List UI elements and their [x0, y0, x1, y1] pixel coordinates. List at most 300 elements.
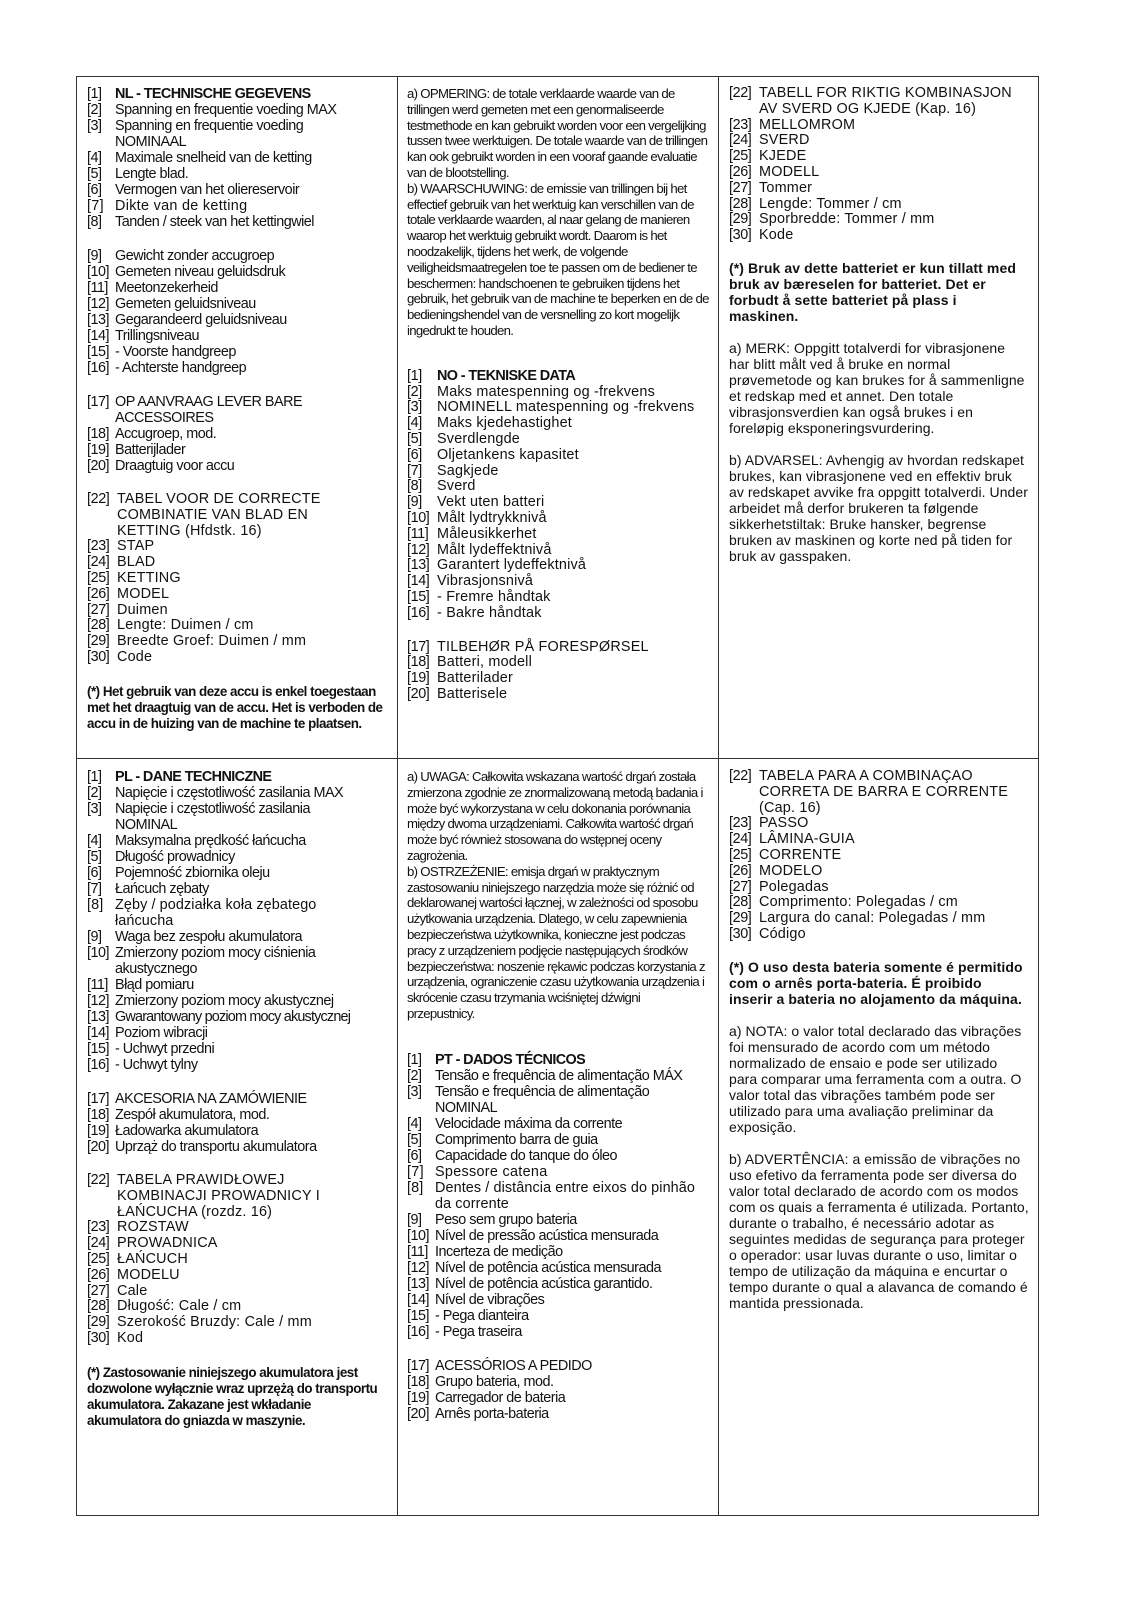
no-continued-section: [729, 86, 1029, 746]
list-item: [87, 426, 387, 442]
no-battery-note: (*) Bruk av dette batteriet er kun tillatt med bruk av bæreselen for batteriet. Det er forbudt å sette batteriet på plass i maskinen.: [729, 259, 1016, 324]
item-label: Lengte blad.: [115, 166, 189, 182]
list-item: [87, 1299, 387, 1315]
item-label: Capacidade do tanque do óleo: [435, 1147, 618, 1164]
item-label: Maks kjedehastighet: [437, 415, 572, 432]
list-item: [729, 895, 1029, 911]
item-number: [28]: [729, 195, 752, 212]
list-item: [729, 848, 1029, 864]
list-item: [87, 1284, 387, 1300]
item-label: Łańcuch zębaty: [115, 881, 209, 897]
list-item: [407, 1324, 709, 1340]
list-item: [407, 1244, 709, 1260]
item-label: Batterisele: [437, 685, 508, 702]
item-label: TABELA PARA A COMBINAÇÃO CORRETA DE BARRA E CORRENTE (Cap. 16): [759, 769, 1009, 816]
item-label: Trillingsniveau: [115, 328, 199, 344]
item-number: [24]: [87, 1235, 110, 1252]
list-item: [407, 511, 709, 527]
list-item: [87, 492, 387, 539]
list-item: [407, 1406, 709, 1422]
item-number: [10]: [407, 1227, 430, 1244]
list-item: [407, 1276, 709, 1292]
item-number: [17]: [87, 394, 110, 410]
item-label: TILBEHØR PÅ FORESPØRSEL: [437, 638, 649, 655]
item-number: [14]: [407, 573, 430, 590]
list-item: [407, 1148, 709, 1164]
item-label: ACESSÓRIOS A PEDIDO: [435, 1357, 592, 1374]
list-item: [407, 1180, 709, 1212]
item-number: [10]: [407, 509, 430, 526]
list-item: [407, 1358, 709, 1374]
item-number: [14]: [407, 1291, 430, 1308]
no-vibration-note-b: b) ADVARSEL: Avhengig av hvordan redskapet brukes, kan vibrasjonene ved en effektiv bruk av redskapet avvike fra oppgitt totalverdi. Under arbeidet må derfor brukeren ta følgende sikkerhetstiltak: Bruke hansker, begrense bruken av maskinen og korte ned på tiden for bruk av gasspaken.: [729, 451, 1028, 564]
list-item: [407, 432, 709, 448]
item-label: KJEDE: [759, 148, 807, 165]
item-label: TABEL VOOR DE CORRECTE COMBINATIE VAN BLAD EN KETTING (Hfdstk. 16): [117, 491, 321, 539]
list-item: [87, 603, 387, 619]
item-label: - Uchwyt przedni: [115, 1041, 215, 1057]
item-number: [27]: [729, 179, 752, 196]
item-number: [11]: [407, 525, 429, 542]
list-item: [729, 133, 1029, 149]
item-number: [29]: [87, 1314, 110, 1331]
list-item: [407, 590, 709, 606]
pt-vibration-note-b: b) ADVERTÊNCIA: a emissão de vibrações no uso efetivo da ferramenta pode ser diversa do valor total declarado de acordo com os modos com os quais a ferramenta é utilizada. Portanto, durante o trabalho, é necessário adotar as seguintes medidas de segurança para proteger o operador: usar luvas durante o uso, limitar o tempo de utilização da máquina e encurtar o tempo durante o qual a alavanca de comando é mantida pressionada.: [729, 1150, 1029, 1311]
item-label: Spanning en frequentie voeding NOMINAAL: [115, 118, 304, 150]
nl-combination-list: [87, 492, 387, 666]
list-item: [87, 1139, 387, 1155]
pl-vibration-and-pt-section: [407, 769, 709, 1509]
list-item: [407, 1228, 709, 1244]
item-number: [25]: [87, 1250, 110, 1267]
list-item: [87, 587, 387, 603]
item-number: [4]: [407, 1115, 422, 1132]
list-item: [407, 655, 709, 671]
list-item: [87, 248, 387, 264]
item-number: [20]: [407, 1405, 430, 1422]
list-item: [407, 1068, 709, 1084]
list-item: [87, 618, 387, 634]
item-label: - Bakre håndtak: [437, 604, 542, 621]
list-item: [729, 149, 1029, 165]
item-number: [18]: [407, 654, 430, 671]
item-label: Grupo bateria, mod.: [435, 1373, 554, 1390]
item-label: PL - DANE TECHNICZNE: [115, 769, 272, 785]
item-number: [22]: [87, 1172, 110, 1188]
item-number: [30]: [87, 1329, 110, 1346]
item-number: [2]: [407, 383, 422, 400]
list-item: [407, 1374, 709, 1390]
item-number: [22]: [87, 491, 110, 507]
list-item: [87, 897, 387, 929]
item-number: [20]: [87, 458, 110, 474]
list-item: [87, 881, 387, 897]
list-item: [87, 102, 387, 118]
list-item: [729, 769, 1029, 816]
item-number: [15]: [87, 1041, 110, 1057]
item-label: Meetonzekerheid: [115, 280, 218, 296]
item-number: [8]: [87, 214, 102, 230]
list-item: [407, 369, 709, 385]
item-number: [7]: [87, 881, 102, 897]
item-number: [15]: [407, 1307, 430, 1324]
item-label: Carregador de bateria: [435, 1389, 566, 1406]
item-label: Szerokość Bruzdy: Cale / mm: [117, 1314, 312, 1331]
item-number: [10]: [87, 945, 110, 961]
list-item: [87, 801, 387, 833]
list-item: [87, 214, 387, 230]
item-number: [7]: [407, 1163, 424, 1180]
item-label: Napięcie i częstotliwość zasilania NOMINAL: [115, 801, 310, 833]
item-label: Sverd: [437, 478, 476, 495]
item-label: Ładowarka akumulatora: [115, 1123, 259, 1139]
item-label: Polegadas: [759, 878, 829, 895]
no-vibration-note-a: a) MERK: Oppgitt totalverdi for vibrasjonene har blitt målt ved å bruke en normal prøvemetode og kan brukes for å sammenligne et redskap med et annet. Den totale vibrasjonsverdien kan også brukes i en foreløpig eksponeringsvurdering.: [729, 339, 1025, 436]
item-number: [3]: [407, 399, 422, 416]
item-number: [15]: [87, 344, 110, 360]
item-label: Poziom wibracji: [115, 1025, 208, 1041]
item-label: Maks matespenning og -frekvens: [437, 383, 655, 400]
item-number: [5]: [87, 166, 102, 182]
list-item: [729, 880, 1029, 896]
item-number: [14]: [87, 328, 110, 344]
item-label: MODELO: [759, 862, 823, 879]
item-label: Comprimento barra de guia: [435, 1131, 598, 1148]
item-number: [16]: [87, 360, 110, 376]
item-label: Målt lydtrykknivå: [437, 509, 547, 526]
nl-tech-list: [87, 86, 387, 474]
list-item: [87, 1173, 387, 1220]
item-number: [5]: [407, 430, 422, 447]
list-item: [87, 945, 387, 977]
item-label: Długość prowadnicy: [115, 849, 235, 865]
list-item: [407, 464, 709, 480]
list-item: [87, 166, 387, 182]
item-number: [5]: [87, 849, 102, 865]
item-number: [23]: [729, 815, 752, 832]
item-label: Dentes / distância entre eixos do pinhão da corrente: [435, 1179, 695, 1212]
list-item: [87, 280, 387, 296]
list-item: [407, 671, 709, 687]
list-item: [87, 1220, 387, 1236]
item-label: - Voorste handgreep: [115, 344, 236, 360]
item-label: NOMINELL matespenning og -frekvens: [437, 399, 695, 416]
list-item: [87, 312, 387, 328]
list-item: [87, 442, 387, 458]
item-number: [15]: [407, 588, 430, 605]
list-item: [87, 1236, 387, 1252]
item-number: [17]: [87, 1091, 110, 1107]
item-label: Tensão e frequência de alimentação MÁX: [435, 1067, 683, 1084]
item-label: Tanden / steek van het kettingwiel: [115, 214, 314, 230]
list-item: [729, 181, 1029, 197]
item-number: [25]: [87, 569, 110, 586]
item-number: [8]: [407, 478, 422, 495]
list-item: [407, 1084, 709, 1116]
item-number: [1]: [407, 367, 422, 384]
list-item: [407, 1292, 709, 1308]
list-item: [87, 1057, 387, 1073]
list-item: [87, 360, 387, 376]
item-label: STAP: [117, 538, 155, 555]
item-label: Batterilader: [437, 670, 513, 687]
list-item: [407, 400, 709, 416]
list-item: [87, 264, 387, 280]
item-number: [26]: [729, 862, 752, 879]
list-item: [729, 816, 1029, 832]
item-label: TABELL FOR RIKTIG KOMBINASJON AV SVERD OG KJEDE (Kap. 16): [759, 86, 1012, 117]
item-number: [3]: [87, 118, 102, 134]
item-label: Maximale snelheid van de ketting: [115, 150, 312, 166]
nl-battery-note: (*) Het gebruik van deze accu is enkel toegestaan met het draagtuig van de accu. Het is verboden de accu in de huizing van de machine te plaatsen.: [87, 683, 383, 731]
pt-vibration-note-a: a) NOTA: o valor total declarado das vibrações foi mensurado de acordo com um método normalizado de ensaio e pode ser utilizado para comparar uma ferramenta com a outra. O valor total das vibrações também pode ser utilizado para uma avaliação preliminar da exposição.: [729, 1022, 1022, 1135]
list-item: [87, 634, 387, 650]
item-number: [27]: [87, 1282, 110, 1299]
list-item: [407, 687, 709, 703]
item-label: Sagkjede: [437, 462, 499, 479]
item-label: - Uchwyt tylny: [115, 1057, 198, 1073]
item-number: [1]: [87, 769, 102, 785]
item-label: CORRENTE: [759, 846, 842, 863]
item-number: [7]: [407, 462, 422, 479]
item-number: [19]: [87, 1123, 110, 1139]
item-number: [28]: [87, 1298, 110, 1315]
list-item: [87, 833, 387, 849]
item-number: [22]: [729, 86, 752, 101]
item-number: [7]: [87, 198, 104, 214]
item-number: [28]: [729, 894, 752, 911]
item-label: MODELL: [759, 163, 820, 180]
list-item: [87, 182, 387, 198]
list-item: [87, 1252, 387, 1268]
item-label: Vekt uten batteri: [437, 494, 545, 511]
list-item: [729, 86, 1029, 118]
item-label: Gewicht zonder accugroep: [115, 248, 275, 264]
item-number: [1]: [87, 86, 102, 102]
list-item: [729, 228, 1029, 244]
pt-continued-section: [729, 769, 1029, 1509]
item-number: [1]: [407, 1051, 422, 1068]
item-number: [11]: [87, 280, 108, 296]
list-item: [87, 769, 387, 785]
item-label: Accugroep, mod.: [115, 426, 217, 442]
nl-vibration-note-a: a) OPMERING: de totale verklaarde waarde van de trillingen werd gemeten met een genormaliseerde testmethode en kan gebruikt worden voor een vergelijking tussen twee werktuigen. De totale waarde van de trillingen kan ook gebruikt worden in een vooraf gaande evaluatie van de blootstelling.: [407, 86, 708, 180]
item-label: NL - TECHNISCHE GEGEVENS: [115, 86, 311, 102]
item-label: Pojemność zbiornika oleju: [115, 865, 270, 881]
item-number: [2]: [407, 1067, 422, 1084]
item-label: Spanning en frequentie voeding MAX: [115, 102, 337, 118]
item-label: MODEL: [117, 585, 170, 602]
item-number: [28]: [87, 617, 110, 634]
item-label: Målt lydeffektnivå: [437, 541, 552, 558]
item-number: [8]: [87, 897, 104, 913]
list-item: [729, 832, 1029, 848]
item-label: AKCESORIA NA ZAMÓWIENIE: [115, 1091, 307, 1107]
column-divider: [718, 77, 719, 1515]
list-item: [87, 150, 387, 166]
item-number: [5]: [407, 1131, 422, 1148]
list-item: [87, 118, 387, 150]
item-label: ROZSTAW: [117, 1219, 189, 1236]
item-label: - Pega traseira: [435, 1323, 522, 1340]
list-item: [87, 1107, 387, 1123]
list-item: [407, 1212, 709, 1228]
item-number: [4]: [407, 415, 422, 432]
item-number: [3]: [407, 1083, 422, 1100]
list-item: [407, 495, 709, 511]
list-item: [87, 458, 387, 474]
pl-tech-list: [87, 769, 387, 1155]
item-label: Nível de potência acústica garantido.: [435, 1275, 653, 1292]
item-number: [22]: [729, 769, 752, 784]
item-label: Sverdlengde: [437, 430, 521, 447]
item-label: Nível de pressão acústica mensurada: [435, 1227, 659, 1244]
item-number: [13]: [87, 312, 110, 328]
item-label: Largura do canal: Polegadas / mm: [759, 910, 986, 927]
list-item: [87, 977, 387, 993]
list-item: [407, 543, 709, 559]
item-label: Gegarandeerd geluidsniveau: [115, 312, 287, 328]
list-item: [87, 86, 387, 102]
item-number: [10]: [87, 264, 110, 280]
list-item: [407, 574, 709, 590]
pt-tech-list: [407, 1052, 709, 1422]
item-label: TABELA PRAWIDŁOWEJ KOMBINACJI PROWADNICY I ŁAŃCUCHA (rozdz. 16): [117, 1172, 320, 1220]
list-item: [407, 1052, 709, 1068]
item-number: [12]: [407, 1259, 430, 1276]
item-label: PASSO: [759, 815, 809, 832]
item-label: Comprimento: Polegadas / cm: [759, 894, 958, 911]
list-item: [729, 165, 1029, 181]
item-number: [23]: [87, 538, 110, 555]
list-item: [87, 650, 387, 666]
pl-vibration-note-a: a) UWAGA: Całkowita wskazana wartość drgań została zmierzona zgodnie ze znormalizowaną metodą badania i może być wykorzystana w celu dokonania porównania między dwoma urządzeniami. Całkowita wartość drgań może być również stosowana do wstępnej oceny zagrożenia.: [407, 769, 703, 863]
list-item: [87, 785, 387, 801]
item-number: [18]: [87, 1107, 110, 1123]
item-number: [12]: [87, 993, 110, 1009]
item-label: Maksymalna prędkość łańcucha: [115, 833, 306, 849]
item-label: KETTING: [117, 569, 181, 586]
item-number: [14]: [87, 1025, 110, 1041]
item-label: Gwarantowany poziom mocy akustycznej: [115, 1009, 351, 1025]
no-combination-list: [729, 86, 1029, 244]
row-divider: [77, 758, 1038, 759]
item-label: Oljetankens kapasitet: [437, 446, 579, 463]
item-label: SVERD: [759, 132, 810, 149]
list-item: [87, 849, 387, 865]
item-label: - Achterste handgreep: [115, 360, 247, 376]
item-number: [11]: [407, 1243, 428, 1260]
list-item: [87, 571, 387, 587]
item-number: [13]: [407, 1275, 430, 1292]
item-number: [9]: [407, 494, 422, 511]
item-label: Batterijlader: [115, 442, 186, 458]
pl-battery-note: (*) Zastosowanie niniejszego akumulatora jest dozwolone wyłącznie wraz uprzężą do transportu akumulatora. Zakazane jest wkładanie akumulatora do gniazda w maszynie.: [87, 1364, 378, 1428]
item-number: [30]: [729, 925, 752, 942]
item-number: [13]: [407, 557, 430, 574]
item-number: [26]: [87, 1266, 110, 1283]
item-label: Zespół akumulatora, mod.: [115, 1107, 270, 1123]
pl-section: [87, 769, 387, 1509]
item-label: Kod: [117, 1329, 144, 1346]
list-item: [407, 385, 709, 401]
list-item: [407, 527, 709, 543]
item-number: [12]: [407, 541, 430, 558]
item-number: [9]: [87, 248, 102, 264]
item-label: Batteri, modell: [437, 654, 532, 671]
item-label: Vibrasjonsnivå: [437, 573, 534, 590]
item-number: [25]: [729, 148, 752, 165]
item-label: Arnês porta-bateria: [435, 1405, 549, 1422]
list-item: [87, 296, 387, 312]
item-label: Code: [117, 648, 153, 665]
item-number: [6]: [407, 446, 422, 463]
list-item: [407, 1390, 709, 1406]
item-label: Peso sem grupo bateria: [435, 1211, 577, 1228]
item-number: [12]: [87, 296, 110, 312]
list-item: [87, 394, 387, 426]
list-item: [729, 118, 1029, 134]
item-number: [25]: [729, 846, 752, 863]
item-label: Kode: [759, 227, 794, 244]
list-item: [407, 1308, 709, 1324]
item-number: [20]: [87, 1139, 110, 1155]
item-number: [23]: [729, 116, 752, 133]
item-number: [24]: [729, 132, 752, 149]
nl-vibration-note-b: b) WAARSCHUWING: de emissie van trillingen bij het effectief gebruik van het werktuig kan verschillen van de totale verklaarde waarden, al naar gelang de manieren waarop het werktuig gebruikt wordt. Daarom is het noodzakelijk, tijdens het werk, de volgende veiligheidsmaatregelen toe te passen om de bediener te beschermen: handschoenen te gebruiken tijdens het gebruik, het gebruik van de machine te beperken en de de bedieningshendel van de versnelling zo kort mogelijk ingedrukt te houden.: [407, 180, 709, 338]
item-label: Tommer: [759, 179, 813, 196]
item-number: [19]: [407, 1389, 430, 1406]
list-item: [87, 555, 387, 571]
item-label: Błąd pomiaru: [115, 977, 194, 993]
item-number: [11]: [87, 977, 108, 993]
item-number: [17]: [407, 1357, 430, 1374]
item-number: [20]: [407, 685, 430, 702]
item-number: [18]: [87, 426, 110, 442]
item-label: Måleusikkerhet: [437, 525, 537, 542]
item-number: [2]: [87, 102, 102, 118]
list-item: [87, 1025, 387, 1041]
item-number: [19]: [407, 670, 430, 687]
item-number: [18]: [407, 1373, 430, 1390]
list-item: [87, 1123, 387, 1139]
item-number: [27]: [87, 601, 110, 618]
list-item: [87, 929, 387, 945]
item-number: [24]: [87, 554, 110, 571]
item-label: Zmierzony poziom mocy akustycznej: [115, 993, 334, 1009]
item-label: Napięcie i częstotliwość zasilania MAX: [115, 785, 344, 801]
item-number: [6]: [407, 1147, 422, 1164]
no-tech-list: [407, 369, 709, 703]
list-item: [729, 911, 1029, 927]
list-item: [407, 1132, 709, 1148]
item-number: [9]: [87, 929, 102, 945]
item-label: PT - DADOS TÉCNICOS: [435, 1051, 586, 1068]
item-number: [9]: [407, 1211, 422, 1228]
list-item: [407, 606, 709, 622]
item-number: [16]: [407, 604, 430, 621]
list-item: [87, 1091, 387, 1107]
item-label: Sporbredde: Tommer / mm: [759, 211, 935, 228]
item-label: Tensão e frequência de alimentação NOMINAL: [435, 1083, 650, 1116]
item-number: [29]: [729, 910, 752, 927]
list-item: [87, 1331, 387, 1347]
list-item: [87, 539, 387, 555]
item-number: [17]: [407, 638, 430, 655]
column-divider: [397, 77, 398, 1515]
item-number: [3]: [87, 801, 102, 817]
list-item: [87, 328, 387, 344]
